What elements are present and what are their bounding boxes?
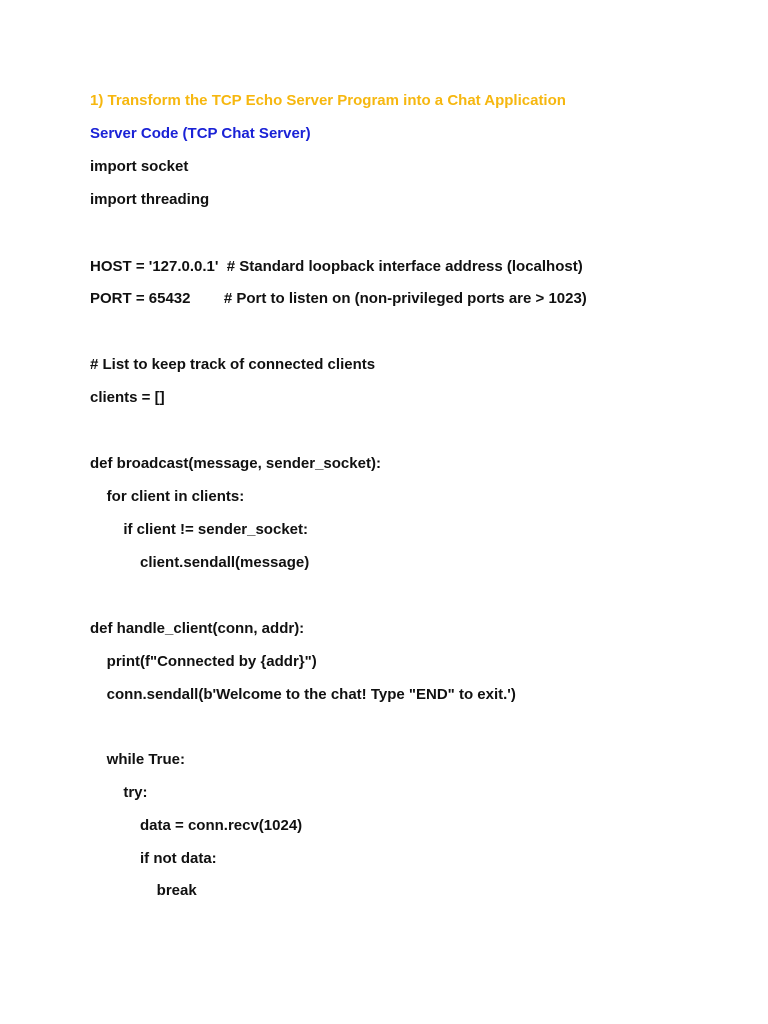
code-line: def handle_client(conn, addr):	[90, 620, 305, 637]
code-line: def broadcast(message, sender_socket):	[90, 455, 381, 472]
code-line: HOST = '127.0.0.1' # Standard loopback interface address (localhost)	[90, 258, 583, 275]
code-line: print(f"Connected by {addr}")	[90, 653, 317, 670]
code-line: if client != sender_socket:	[90, 521, 308, 538]
code-line: for client in clients:	[90, 488, 245, 505]
code-line: client.sendall(message)	[90, 554, 310, 571]
code-line: if not data:	[90, 850, 217, 867]
code-line: import threading	[90, 191, 210, 208]
code-comment-line: # List to keep track of connected clients	[90, 356, 376, 373]
code-line: conn.sendall(b'Welcome to the chat! Type "END" to exit.')	[90, 686, 516, 703]
code-line: while True:	[90, 751, 186, 768]
code-line: break	[90, 882, 197, 899]
code-line: import socket	[90, 158, 189, 175]
code-line: clients = []	[90, 389, 165, 406]
code-line: PORT = 65432 # Port to listen on (non-privileged ports are > 1023)	[90, 290, 587, 307]
code-subheading: Server Code (TCP Chat Server)	[90, 125, 311, 142]
code-line: data = conn.recv(1024)	[90, 817, 303, 834]
section-heading: 1) Transform the TCP Echo Server Program into a Chat Application	[90, 92, 566, 109]
code-line: try:	[90, 784, 148, 801]
